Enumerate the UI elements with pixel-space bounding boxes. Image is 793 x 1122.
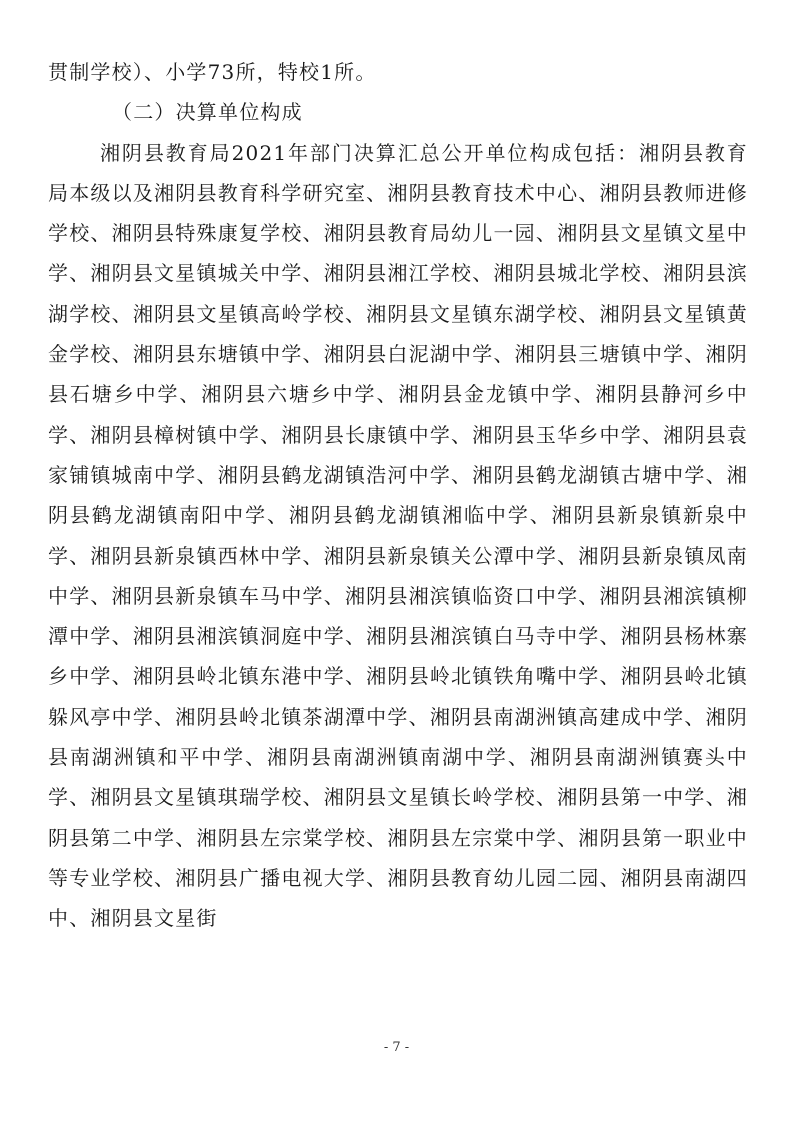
section-heading: （二）决算单位构成 [112,100,303,125]
page-number: - 7 - [383,1040,410,1055]
continuation-line: 贯制学校）、小学73所，特校1所。 [48,60,377,84]
body-paragraph: 湘阴县教育局2021年部门决算汇总公开单位构成包括：湘阴县教育局本级以及湘阴县教育科学研究室、湘阴县教育技术中心、湘阴县教师进修学校、湘阴县特殊康复学校、湘阴县教育局幼儿一园、湘阴县文星镇文星中学、湘阴县文星镇城关中学、湘阴县湘江学校、湘阴县城北学校、湘阴县滨湖学校、湘阴县文星镇高岭学校、湘阴县文星镇东湖学校、湘阴县文星镇黄金学校、湘阴县东塘镇中学、湘阴县白泥湖中学、湘阴县三塘镇中学、湘阴县石塘乡中学、湘阴县六塘乡中学、湘阴县金龙镇中学、湘阴县静河乡中学、湘阴县樟树镇中学、湘阴县长康镇中学、湘阴县玉华乡中学、湘阴县袁家铺镇城南中学、湘阴县鹤龙湖镇浩河中学、湘阴县鹤龙湖镇古塘中学、湘阴县鹤龙湖镇南阳中学、湘阴县鹤龙湖镇湘临中学、湘阴县新泉镇新泉中学、湘阴县新泉镇西林中学、湘阴县新泉镇关公潭中学、湘阴县新泉镇凤南中学、湘阴县新泉镇车马中学、湘阴县湘滨镇临资口中学、湘阴县湘滨镇柳潭中学、湘阴县湘滨镇洞庭中学、湘阴县湘滨镇白马寺中学、湘阴县杨林寨乡中学、湘阴县岭北镇东港中学、湘阴县岭北镇铁角嘴中学、湘阴县岭北镇躲风亭中学、湘阴县岭北镇茶湖潭中学、湘阴县南湖洲镇高建成中学、湘阴县南湖洲镇和平中学、湘阴县南湖洲镇南湖中学、湘阴县南湖洲镇赛头中学、湘阴县文星镇琪瑞学校、湘阴县文星镇长岭学校、湘阴县第一中学、湘阴县第二中学、湘阴县左宗棠学校、湘阴县左宗棠中学、湘阴县第一职业中等专业学校、湘阴县广播电视大学、湘阴县教育幼儿园二园、湘阴县南湖四中、湘阴县文星街 [48,140,748,931]
body-text [48,52,748,939]
